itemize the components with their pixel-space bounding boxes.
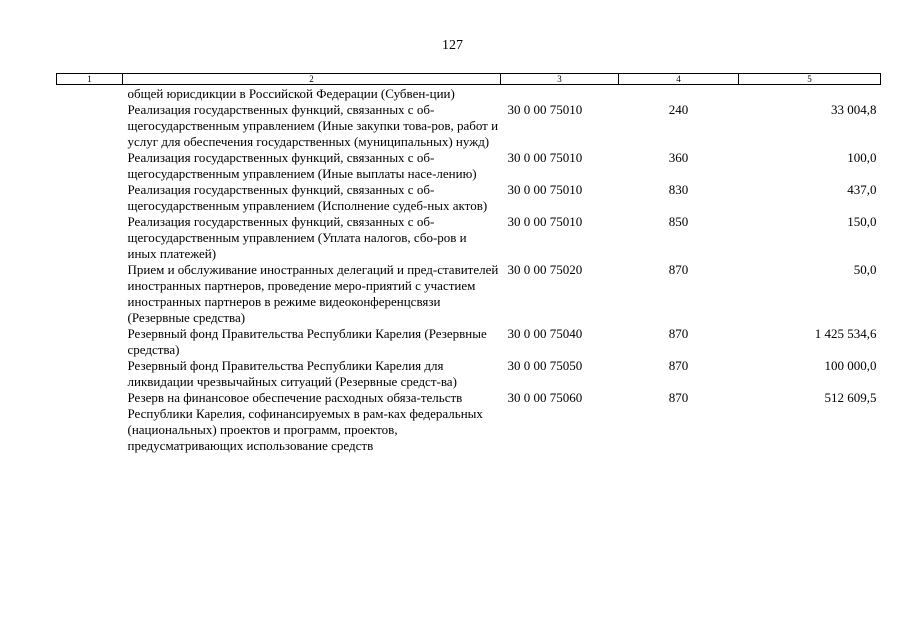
expense-name: Реализация государственных функций, связанных с об-щегосударственным управлением (Иные выплаты насе-лению)	[127, 150, 477, 181]
row-number-cell	[57, 150, 123, 182]
expense-type-code: 870	[668, 326, 689, 341]
column-number-header-row	[57, 74, 881, 85]
expense-name: Реализация государственных функций, связанных с об-щегосударственным управлением (Иные закупки това-ров, работ и услуг для обеспечения государственных (муниципальных) нужд)	[127, 102, 499, 149]
expense-type-code: 870	[668, 358, 689, 373]
target-article-code: 30 0 00 75010	[507, 182, 583, 197]
target-article-code: 30 0 00 75010	[507, 214, 583, 229]
target-article-code: 30 0 00 75050	[507, 358, 583, 373]
expense-type-code: 870	[668, 390, 689, 405]
amount: 100,0	[847, 150, 877, 165]
amount: 33 004,8	[831, 102, 877, 117]
table-row	[57, 390, 881, 454]
amount: 437,0	[847, 182, 877, 197]
row-number-cell	[57, 85, 123, 103]
row-number-cell	[57, 102, 123, 150]
row-number-cell	[57, 182, 123, 214]
row-number-cell	[57, 358, 123, 390]
expense-type-code: 850	[668, 214, 689, 229]
row-number-cell	[57, 326, 123, 358]
expense-type-code: 360	[668, 150, 689, 165]
table-row	[57, 214, 881, 262]
page-number: 127	[442, 38, 463, 53]
expense-name: Прием и обслуживание иностранных делегаций и пред-ставителей иностранных партнеров, проведение меро-приятий с участием иностранных партнеров в режиме видеоконференцсвязи (Резервные средства)	[127, 262, 499, 325]
target-article-code: 30 0 00 75010	[507, 150, 583, 165]
table-row	[57, 182, 881, 214]
amount: 1 425 534,6	[814, 326, 877, 341]
expense-name: Реализация государственных функций, связанных с об-щегосударственным управлением (Исполнение судеб-ных актов)	[127, 182, 488, 213]
expense-name: Резерв на финансовое обеспечение расходных обяза-тельств Республики Карелия, софинансируемых в рам-ках федеральных (национальных) проектов и программ, проектов, предусматривающих использование средств	[127, 390, 483, 453]
expense-type-code: 240	[668, 102, 689, 117]
amount: 512 609,5	[824, 390, 877, 405]
table-row	[57, 85, 881, 103]
amount: 50,0	[853, 262, 877, 277]
column-header-4: 4	[619, 74, 739, 85]
column-header-1: 1	[57, 74, 123, 85]
target-article-code: 30 0 00 75010	[507, 102, 583, 117]
target-article-code: 30 0 00 75020	[507, 262, 583, 277]
expense-type-code: 870	[668, 262, 689, 277]
budget-table	[56, 73, 881, 454]
amount	[739, 85, 881, 103]
target-article-code: 30 0 00 75040	[507, 326, 583, 341]
table-row	[57, 326, 881, 358]
expense-type-code	[619, 85, 739, 103]
expense-name: Резервный фонд Правительства Республики Карелия (Резервные средства)	[127, 326, 487, 357]
table-row	[57, 102, 881, 150]
amount: 100 000,0	[824, 358, 877, 373]
expense-name: Реализация государственных функций, связанных с об-щегосударственным управлением (Уплата налогов, сбо-ров и иных платежей)	[127, 214, 467, 261]
column-header-5: 5	[739, 74, 881, 85]
column-header-3: 3	[501, 74, 619, 85]
expense-name: общей юрисдикции в Российской Федерации (Субвен-ции)	[127, 86, 455, 101]
table-row	[57, 150, 881, 182]
expense-name: Резервный фонд Правительства Республики Карелия для ликвидации чрезвычайных ситуаций (Резервные средст-ва)	[127, 358, 457, 389]
expense-type-code: 830	[668, 182, 689, 197]
table-row	[57, 358, 881, 390]
target-article-code	[501, 85, 619, 103]
column-header-2: 2	[123, 74, 501, 85]
table-row	[57, 262, 881, 326]
amount: 150,0	[847, 214, 877, 229]
row-number-cell	[57, 390, 123, 454]
row-number-cell	[57, 214, 123, 262]
row-number-cell	[57, 262, 123, 326]
target-article-code: 30 0 00 75060	[507, 390, 583, 405]
